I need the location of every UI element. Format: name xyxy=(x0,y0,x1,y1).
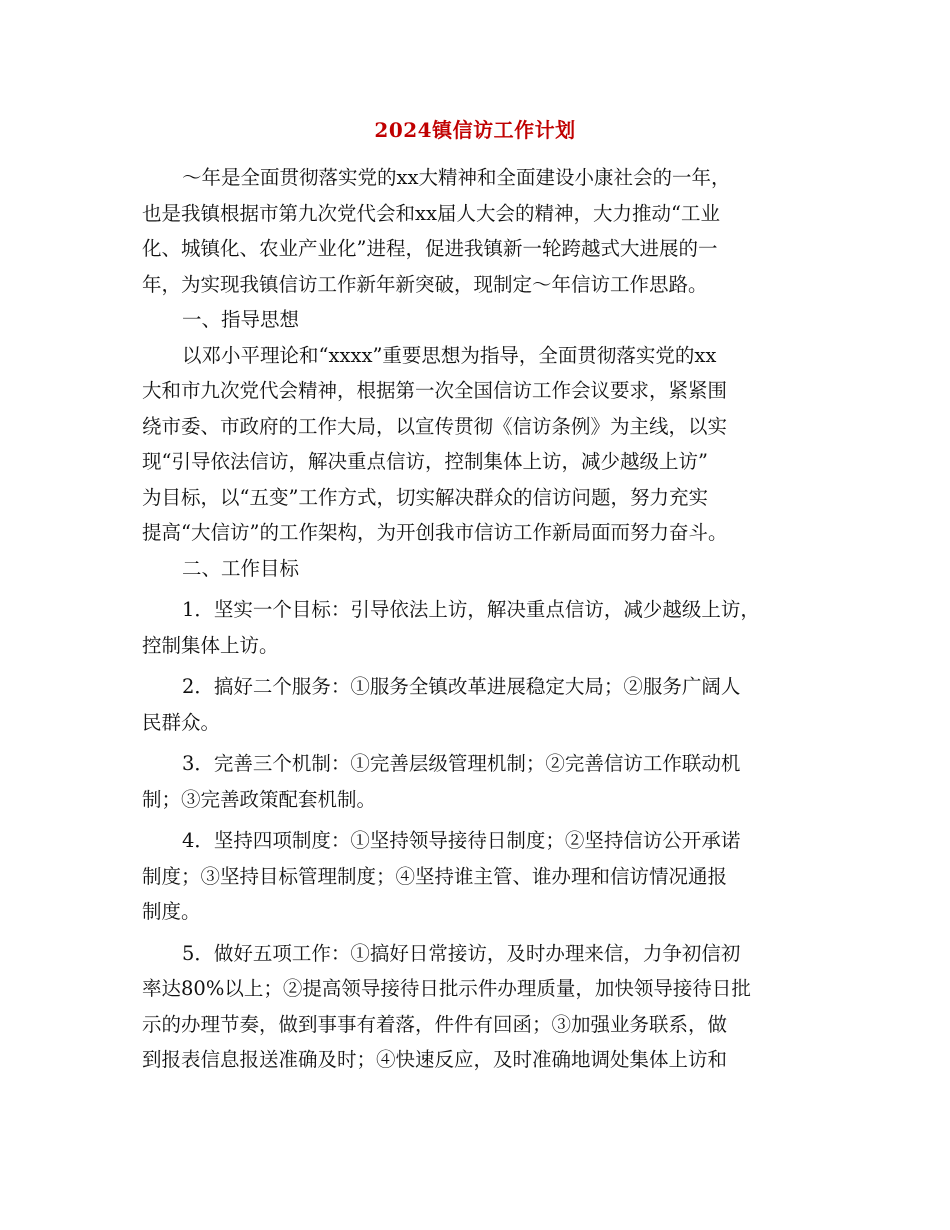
paragraph-line: 绕市委、市政府的工作大局，以宣传贯彻《信访条例》为主线，以实 xyxy=(142,414,728,438)
paragraph-line: ～年是全面贯彻落实党的xx大精神和全面建设小康社会的一年， xyxy=(182,166,731,189)
list-item-line: 示的办理节奏，做到事事有着落，件件有回函；③加强业务联系，做 xyxy=(142,1012,728,1036)
list-item-line: 制；③完善政策配套机制。 xyxy=(142,787,377,811)
list-item-line: 1．坚实一个目标：引导依法上访，解决重点信访，减少越级上访， xyxy=(182,598,760,621)
section-heading: 二、工作目标 xyxy=(182,556,300,580)
section-heading: 一、指导思想 xyxy=(182,308,300,331)
paragraph-line: 化、城镇化、农业产业化”进程，促进我镇新一轮跨越式大进展的一 xyxy=(142,237,718,260)
paragraph-line: 也是我镇根据市第九次党代会和xx届人大会的精神，大力推动“工业 xyxy=(142,201,720,225)
paragraph-line: 提高“大信访”的工作架构，为开创我市信访工作新局面而努力奋斗。 xyxy=(142,521,728,544)
list-item-line: 5．做好五项工作：①搞好日常接访，及时办理来信，力争初信初 xyxy=(182,941,741,965)
list-item-line: 2．搞好二个服务：①服务全镇改革进展稳定大局；②服务广阔人 xyxy=(182,675,741,698)
paragraph-line: 大和市九次党代会精神，根据第一次全国信访工作会议要求，紧紧围 xyxy=(142,379,728,402)
document-body xyxy=(142,160,812,1078)
document-title: 2024镇信访工作计划 xyxy=(374,118,576,142)
list-item-line: 到报表信息报送准确及时；④快速反应，及时准确地调处集体上访和 xyxy=(142,1048,728,1071)
list-item-line: 4．坚持四项制度：①坚持领导接待日制度；②坚持信访公开承诺 xyxy=(182,829,741,852)
paragraph-line: 年，为实现我镇信访工作新年新突破，现制定～年信访工作思路。 xyxy=(142,272,708,296)
paragraph-line: 现“引导依法信访，解决重点信访，控制集体上访，减少越级上访” xyxy=(142,450,708,473)
list-item-line: 制度；③坚持目标管理制度；④坚持谁主管、谁办理和信访情况通报 xyxy=(142,864,728,888)
list-item-line: 控制集体上访。 xyxy=(142,633,279,657)
list-item-line: 率达80%以上；②提高领导接待日批示件办理质量，加快领导接待日批 xyxy=(142,977,751,1000)
list-item-line: 民群众。 xyxy=(142,710,221,734)
paragraph-line: 以邓小平理论和“xxxx”重要思想为指导，全面贯彻落实党的xx xyxy=(182,343,717,367)
list-item-line: 制度。 xyxy=(142,900,201,923)
list-item-line: 3．完善三个机制：①完善层级管理机制；②完善信访工作联动机 xyxy=(182,752,741,775)
paragraph-line: 为目标，以“五变”工作方式，切实解决群众的信访问题，努力充实 xyxy=(142,485,708,509)
